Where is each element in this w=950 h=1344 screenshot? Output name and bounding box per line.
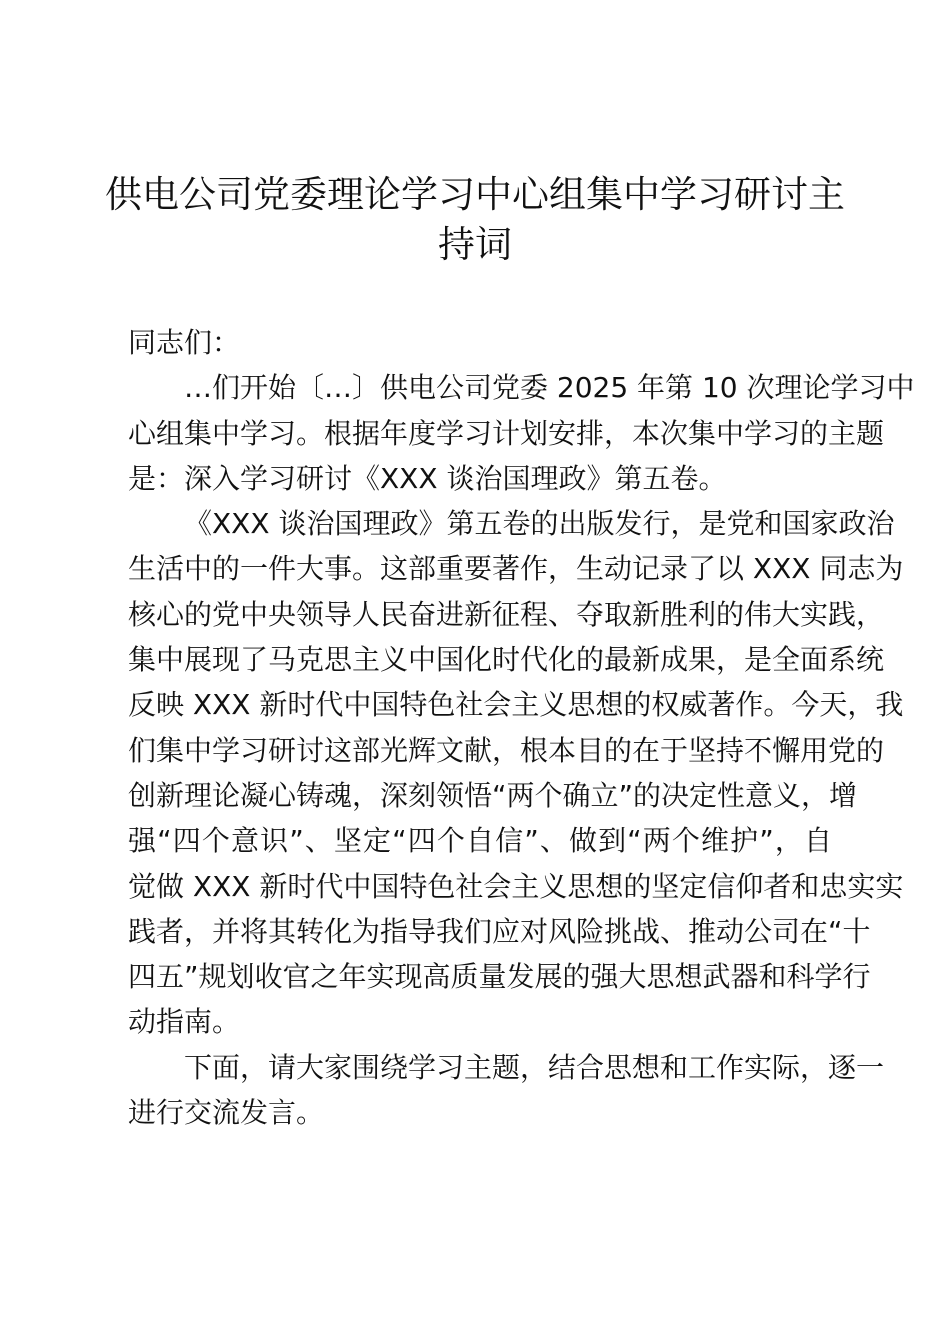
paragraph — [128, 1045, 885, 1136]
paragraph-line: 进行交流发言。 — [128, 1096, 325, 1130]
paragraph-line: 践者，并将其转化为指导我们应对风险挑战、推动公司在“十 — [128, 914, 871, 948]
paragraph-line: 生活中的一件大事。这部重要著作，生动记录了以 XXX 同志为 — [128, 552, 904, 586]
title-line: 供电公司党委理论学习中心组集中学习研讨主 — [105, 173, 845, 216]
paragraph — [128, 365, 915, 501]
paragraph-line: 反映 XXX 新时代中国特色社会主义思想的权威著作。今天，我 — [128, 688, 904, 722]
paragraph-line: 《XXX 谈治国理政》第五卷的出版发行，是党和国家政治 — [184, 507, 895, 541]
paragraph-line: 创新理论凝心铸魂，深刻领悟“两个确立”的决定性意义，增 — [128, 778, 858, 812]
paragraph-line: 强“四个意识”、坚定“四个自信”、做到“两个维护”，自 — [128, 824, 832, 858]
title-line: 持词 — [438, 223, 512, 266]
document-title — [100, 170, 850, 270]
paragraph-line: 动指南。 — [128, 1005, 241, 1039]
paragraph — [128, 501, 904, 1045]
paragraph-line: 们集中学习研讨这部光辉文献，根本目的在于坚持不懈用党的 — [128, 733, 885, 767]
paragraph-line: 四五”规划收官之年实现高质量发展的强大思想武器和科学行 — [128, 960, 871, 994]
paragraph-line: 心组集中学习。根据年度学习计划安排，本次集中学习的主题 — [128, 416, 885, 450]
paragraph-line: 集中展现了马克思主义中国化时代化的最新成果，是全面系统 — [128, 643, 885, 677]
paragraph-line: 觉做 XXX 新时代中国特色社会主义思想的坚定信仰者和忠实实 — [128, 869, 904, 903]
paragraph-line: 核心的党中央领导人民奋进新征程、夺取新胜利的伟大实践， — [128, 597, 885, 631]
paragraph-line: 下面，请大家围绕学习主题，结合思想和工作实际，逐一 — [184, 1050, 885, 1084]
paragraph-line: …们开始〔…〕供电公司党委 2025 年第 10 次理论学习中 — [184, 371, 915, 405]
document-body — [128, 320, 915, 1135]
paragraph-line: 是：深入学习研讨《XXX 谈治国理政》第五卷。 — [128, 461, 727, 495]
salutation: 同志们： — [128, 326, 241, 359]
